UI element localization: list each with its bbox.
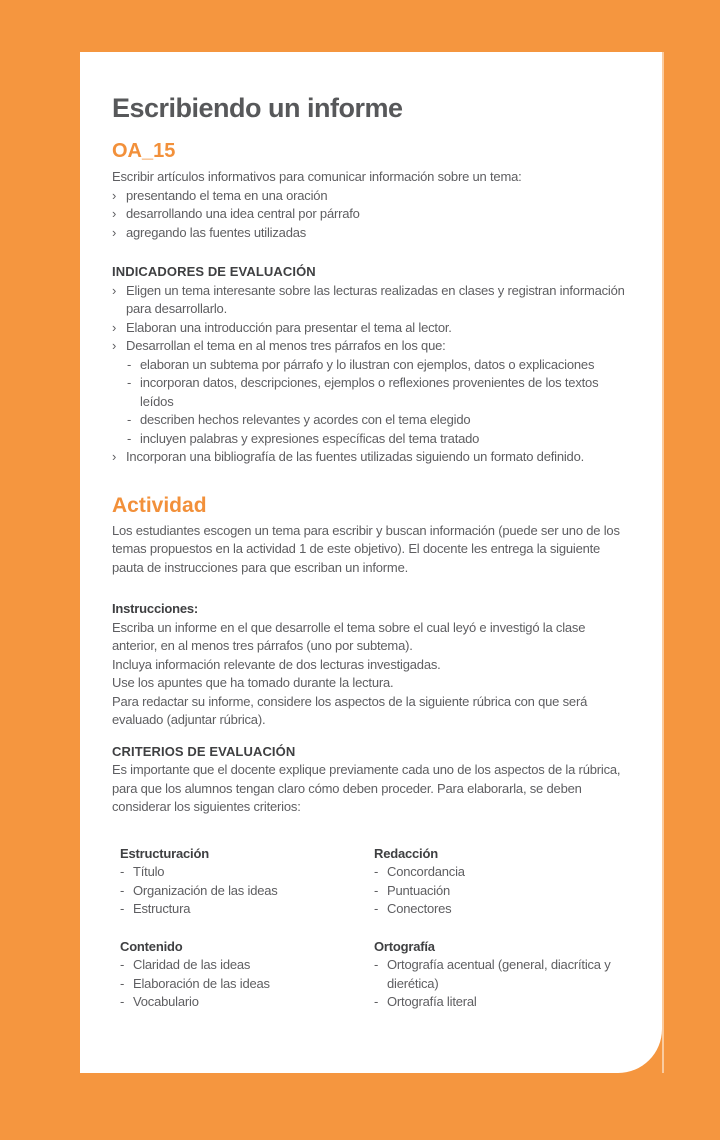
criteria-item-list: [374, 863, 626, 919]
indicadores-list: [112, 282, 628, 467]
oa-heading: OA_15: [112, 140, 176, 162]
criterios-heading: CRITERIOS DE EVALUACIÓN: [112, 743, 296, 759]
list-item: [374, 993, 626, 1012]
criterios-section: [112, 743, 628, 1012]
list-item: [120, 900, 374, 919]
content-sheet: [80, 52, 662, 1073]
criteria-group: [120, 845, 374, 919]
list-item-text: Organización de las ideas: [133, 882, 278, 898]
actividad-section: [112, 494, 628, 578]
arrow-bullet-icon: ›: [112, 224, 117, 240]
list-item: [120, 975, 374, 994]
list-item: [120, 956, 374, 975]
oa-section: [112, 140, 628, 242]
arrow-bullet-icon: ›: [112, 449, 117, 464]
oa-intro: Escribir artículos informativos para comunicar información sobre un tema:: [112, 169, 522, 184]
instruction-line: Use los apuntes que ha tomado durante la lectura.: [112, 675, 394, 690]
list-item-text: Estructura: [133, 901, 191, 916]
list-item: [127, 411, 628, 430]
list-item-text: Conectores: [387, 901, 452, 916]
dash-bullet-icon: -: [374, 957, 379, 972]
instrucciones-section: [112, 600, 628, 730]
dash-bullet-icon: -: [127, 430, 132, 446]
list-item-text: Título: [133, 864, 165, 879]
actividad-heading: Actividad: [112, 493, 207, 517]
page-edge-highlight: [662, 52, 664, 1073]
instrucciones-lines: [112, 619, 628, 730]
list-item: [374, 882, 626, 901]
list-item-text: Concordancia: [387, 864, 465, 879]
criteria-group-title: Contenido: [120, 938, 183, 954]
criteria-group: [374, 845, 626, 919]
list-item-text: agregando las fuentes utilizadas: [126, 224, 307, 240]
instrucciones-heading: Instrucciones:: [112, 601, 199, 616]
dash-bullet-icon: -: [127, 412, 132, 427]
list-item: [127, 374, 628, 411]
list-item: [112, 224, 628, 243]
list-item: [112, 319, 628, 338]
instruction-line: Para redactar su informe, considere los aspectos de la siguiente rúbrica con que será evaluado (adjuntar rúbrica).: [112, 693, 588, 727]
list-item: [127, 430, 628, 449]
list-item: [120, 993, 374, 1012]
criteria-item-list: [374, 956, 626, 1012]
list-item: [112, 205, 628, 224]
criterios-paragraph: Es importante que el docente explique previamente cada uno de los aspectos de la rúbrica, para que los alumnos tengan claro cómo deben proceder. Para elaborarla, se deben considerar los siguientes criterios:: [112, 762, 621, 814]
indicadores-section: [112, 263, 628, 467]
dash-bullet-icon: -: [127, 356, 132, 372]
actividad-paragraph: Los estudiantes escogen un tema para escribir y buscan información (puede ser uno de los temas propuestos en la actividad 1 de este objetivo). El docente les entrega la siguiente pauta de instrucciones para que escriban un informe.: [112, 522, 620, 575]
list-item-text: describen hechos relevantes y acordes con el tema elegido: [140, 412, 471, 427]
arrow-bullet-icon: ›: [112, 338, 117, 353]
dash-bullet-icon: -: [374, 994, 379, 1009]
criteria-group-title: Ortografía: [374, 938, 435, 954]
dash-bullet-icon: -: [374, 882, 379, 898]
arrow-bullet-icon: ›: [112, 206, 117, 221]
list-item: [127, 356, 628, 375]
dash-bullet-icon: -: [120, 901, 125, 916]
dash-bullet-icon: -: [127, 375, 132, 390]
list-item-text: Incorporan una bibliografía de las fuentes utilizadas siguiendo un formato definido.: [126, 449, 585, 464]
list-item-text: Elaboran una introducción para presentar el tema al lector.: [126, 319, 452, 335]
list-item-text: elaboran un subtema por párrafo y lo ilustran con ejemplos, datos o explicaciones: [140, 356, 595, 372]
list-item-text: Eligen un tema interesante sobre las lecturas realizadas en clases y registran información para desarrollarlo.: [126, 282, 625, 316]
arrow-bullet-icon: ›: [112, 282, 117, 298]
dash-bullet-icon: -: [120, 957, 125, 972]
sub-item-list: [127, 356, 628, 449]
list-item-text: Elaboración de las ideas: [133, 975, 270, 991]
dash-bullet-icon: -: [374, 864, 379, 879]
criteria-item-list: [120, 863, 374, 919]
criteria-columns: [120, 845, 628, 1012]
list-item: [120, 882, 374, 901]
list-item: [374, 956, 626, 993]
list-item: [112, 448, 628, 467]
instruction-line: Incluya información relevante de dos lecturas investigadas.: [112, 656, 441, 672]
list-item-text: Vocabulario: [133, 994, 199, 1009]
arrow-bullet-icon: ›: [112, 187, 117, 203]
list-item-text: Ortografía literal: [387, 994, 477, 1009]
list-item-text: desarrollando una idea central por párrafo: [126, 206, 360, 221]
dash-bullet-icon: -: [120, 994, 125, 1009]
dash-bullet-icon: -: [374, 901, 379, 916]
list-item-text: incorporan datos, descripciones, ejemplos o reflexiones provenientes de los textos leídos: [140, 375, 599, 409]
list-item: [374, 863, 626, 882]
list-item: [112, 282, 628, 319]
list-item-text: Ortografía acentual (general, diacrítica y dierética): [387, 957, 611, 991]
criteria-column-left: [120, 845, 374, 1012]
page-title: Escribiendo un informe: [112, 93, 403, 123]
dash-bullet-icon: -: [120, 864, 125, 879]
arrow-bullet-icon: ›: [112, 319, 117, 335]
dash-bullet-icon: -: [120, 882, 125, 898]
list-item-text: incluyen palabras y expresiones específicas del tema tratado: [140, 430, 480, 446]
indicadores-heading: INDICADORES DE EVALUACIÓN: [112, 264, 316, 279]
list-item-text: presentando el tema en una oración: [126, 187, 328, 203]
oa-bullet-list: [112, 187, 628, 243]
criteria-column-right: [374, 845, 628, 1012]
criteria-group-title: Redacción: [374, 845, 438, 861]
list-item: [112, 337, 628, 448]
list-item: [120, 863, 374, 882]
criteria-group: [120, 938, 374, 1012]
instruction-line: Escriba un informe en el que desarrolle el tema sobre el cual leyó e investigó la clase anterior, en al menos tres párrafos (uno por subtema).: [112, 619, 586, 653]
criteria-item-list: [120, 956, 374, 1012]
list-item-text: Puntuación: [387, 882, 451, 898]
list-item-text: Claridad de las ideas: [133, 957, 251, 972]
criteria-group-title: Estructuración: [120, 845, 209, 861]
list-item-text: Desarrollan el tema en al menos tres párrafos en los que:: [126, 338, 446, 353]
criteria-group: [374, 938, 626, 1012]
list-item: [374, 900, 626, 919]
list-item: [112, 187, 628, 206]
dash-bullet-icon: -: [120, 975, 125, 991]
